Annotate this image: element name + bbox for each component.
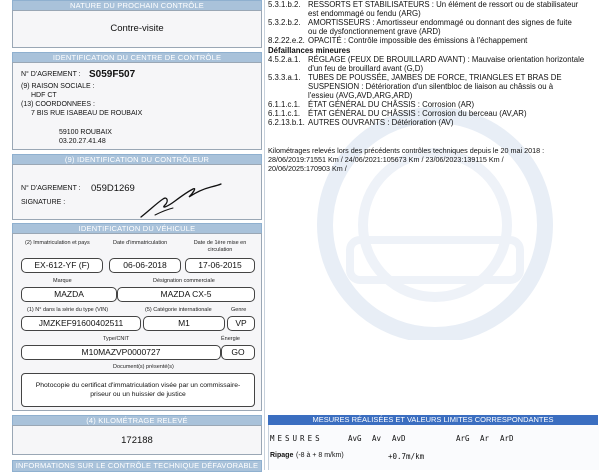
- watermark-logo: [290, 90, 580, 340]
- defect-description: [308, 82, 553, 91]
- mesures-col-header: AvG: [348, 434, 362, 443]
- defect-title: AMORTISSEURS: [308, 18, 371, 27]
- mesures-col-header: Av: [372, 434, 382, 443]
- centre-agrement-value: S059F507: [89, 69, 136, 80]
- controleur-agrement-label: N° D'AGREMENT :: [21, 185, 81, 192]
- mesures-col-header: ArG: [456, 434, 470, 443]
- right-divider: [264, 0, 265, 470]
- defect-text: : Corrosion du berceau (AV,AR): [415, 109, 527, 118]
- defect-text: ou de dysfonctionnement grave (ARD): [308, 27, 441, 36]
- mesures-panel: [268, 425, 599, 470]
- defect-title: AUTRES OUVRANTS: [308, 118, 386, 127]
- immat-box: EX-612-YF (F): [21, 258, 103, 273]
- defect-text: : Corrosion (AR): [415, 100, 475, 109]
- cap-date-circ: Date de 1ère mise en circulation: [193, 240, 247, 253]
- centre-address1: 7 BIS RUE ISABEAU DE ROUBAIX: [31, 110, 143, 117]
- defect-description: [308, 109, 527, 118]
- minor-defects-header: Défaillances mineures: [268, 46, 351, 55]
- ripage-label: Ripage: [270, 452, 294, 459]
- vin-box: JMZKEF91600402511: [21, 316, 141, 331]
- defect-description: [308, 36, 527, 45]
- km-history-line-2: 28/06/2019:71551 Km / 24/06/2021:105673 Km / 23/06/2023:139115 Km /: [268, 155, 504, 164]
- cap-date-immat: Date d'immatriculation: [113, 240, 168, 246]
- info-header: INFORMATIONS SUR LE CONTRÔLE TECHNIQUE DÉFAVORABLE: [12, 460, 262, 472]
- cap-categorie: (5) Catégorie internationale: [145, 307, 212, 313]
- centre-phone: 03.20.27.41.48: [59, 138, 106, 145]
- controleur-agrement-value: 059D1269: [91, 183, 135, 194]
- defect-description: [308, 0, 578, 9]
- nature-panel: [12, 10, 262, 48]
- defect-description: [308, 27, 441, 36]
- cap-vin: (1) N° dans la série du type (VIN): [27, 307, 109, 313]
- mesures-col-header: ArD: [500, 434, 514, 443]
- km-header: (4) KILOMÉTRAGE RELEVÉ: [12, 415, 262, 427]
- defect-code: 8.2.22.e.2.: [268, 36, 305, 45]
- controleur-header: (9) IDENTIFICATION DU CONTRÔLEUR: [12, 154, 262, 166]
- defect-description: [308, 100, 474, 109]
- defect-code: 4.5.2.a.1.: [268, 55, 301, 64]
- ripage-value: +0.7m/km: [388, 452, 425, 461]
- defect-description: [308, 55, 584, 64]
- defect-text: : Un élément de ressort ou de stabilisateur: [429, 0, 579, 9]
- defect-text: : Détérioration (AV): [385, 118, 454, 127]
- defect-description: [308, 73, 562, 82]
- km-panel: [12, 425, 262, 455]
- defect-title: ÉTAT GÉNÉRAL DU CHÂSSIS: [308, 109, 416, 118]
- mesures-header: MESURES RÉALISÉES ET VALEURS LIMITES CORRESPONDANTES: [268, 415, 598, 425]
- defect-text: d'un feu de brouillard avant (G,D): [308, 64, 424, 73]
- defect-description: [308, 64, 423, 73]
- date-immat-box: 06-06-2018: [109, 258, 181, 273]
- defect-code: 5.3.1.b.2.: [268, 0, 301, 9]
- defect-code: 6.1.1.c.1.: [268, 100, 301, 109]
- cap-marque: Marque: [53, 278, 72, 284]
- defect-code: 5.3.2.b.2.: [268, 18, 301, 27]
- defect-title: RÉGLAGE (FEUX DE BROUILLARD AVANT): [308, 55, 466, 64]
- mesures-col-header: AvD: [392, 434, 406, 443]
- cap-documents: Document(s) présenté(s): [113, 364, 174, 370]
- defect-text: : Détérioration d'un silentbloc de liaison au châssis ou à: [359, 82, 554, 91]
- vehicule-panel: [12, 233, 262, 411]
- ripage-range: (-8 à + 8 m/km): [296, 452, 344, 459]
- defect-text: l'essieu (AVG,AVD,ARG,ARD): [308, 91, 413, 100]
- km-history-line-3: 20/06/2025:170903 Km /: [268, 164, 347, 173]
- centre-coord-label: (13) COORDONNEES :: [21, 101, 95, 108]
- defect-title: RESSORTS ET STABILISATEURS: [308, 0, 430, 9]
- designation-box: MAZDA CX-5: [117, 287, 255, 302]
- nature-value: Contre-visite: [110, 23, 164, 34]
- signature-image: [133, 179, 223, 221]
- centre-raison-value: HDF CT: [31, 92, 57, 99]
- mesures-col-header: Ar: [480, 434, 490, 443]
- defect-text: : Amortisseur endommagé ou donnant des signes de fuite: [370, 18, 572, 27]
- documents-box: Photocopie du certificat d'immatriculation visée par un commissaire-priseur ou un huissier de justice: [21, 373, 255, 407]
- centre-raison-label: (9) RAISON SOCIALE :: [21, 83, 95, 90]
- signature-label: SIGNATURE :: [21, 199, 66, 206]
- defect-text: : Contrôle impossible des émissions à l'échappement: [341, 36, 528, 45]
- defect-text: : Mauvaise orientation horizontale: [465, 55, 585, 64]
- cap-genre: Genre: [231, 307, 247, 313]
- cap-immat: (2) Immatriculation et pays: [25, 240, 90, 246]
- nature-header: NATURE DU PROCHAIN CONTRÔLE: [12, 0, 262, 12]
- mesures-label: MESURES: [270, 434, 323, 443]
- cap-type: Type/CNIT: [103, 336, 130, 342]
- energie-box: GO: [221, 345, 255, 360]
- defect-title: ÉTAT GÉNÉRAL DU CHÂSSIS: [308, 100, 416, 109]
- vehicule-header: IDENTIFICATION DU VÉHICULE: [12, 223, 262, 235]
- defect-code: 6.1.1.c.1.: [268, 109, 301, 118]
- cap-designation: Désignation commerciale: [153, 278, 215, 284]
- centre-address2: 59100 ROUBAIX: [59, 129, 112, 136]
- defect-text: est endommagé ou fendu (ARG): [308, 9, 421, 18]
- km-history-line-1: Kilométrages relevés lors des précédents contrôles techniques depuis le 20 mai 2018 :: [268, 146, 545, 155]
- marque-box: MAZDA: [21, 287, 117, 302]
- defect-code: 5.3.3.a.1.: [268, 73, 301, 82]
- controleur-panel: [12, 164, 262, 220]
- categorie-box: M1: [143, 316, 225, 331]
- defect-description: [308, 18, 572, 27]
- defect-title: SUSPENSION: [308, 82, 360, 91]
- centre-agrement-label: N° D'AGREMENT :: [21, 71, 81, 78]
- defect-description: [308, 9, 421, 18]
- km-value: 172188: [121, 435, 153, 446]
- defect-title: OPACITÉ: [308, 36, 342, 45]
- centre-header: IDENTIFICATION DU CENTRE DE CONTRÔLE: [12, 52, 262, 64]
- defect-description: [308, 91, 412, 100]
- defect-title: TUBES DE POUSSÉE, JAMBES DE FORCE, TRIANGLES ET BRAS DE: [308, 73, 562, 82]
- type-box: M10MAZVP0000727: [21, 345, 221, 360]
- genre-box: VP: [227, 316, 255, 331]
- defect-code: 6.2.13.b.1.: [268, 118, 305, 127]
- cap-energie: Énergie: [221, 336, 240, 342]
- defect-description: [308, 118, 453, 127]
- centre-panel: [12, 62, 262, 150]
- date-circ-box: 17-06-2015: [185, 258, 255, 273]
